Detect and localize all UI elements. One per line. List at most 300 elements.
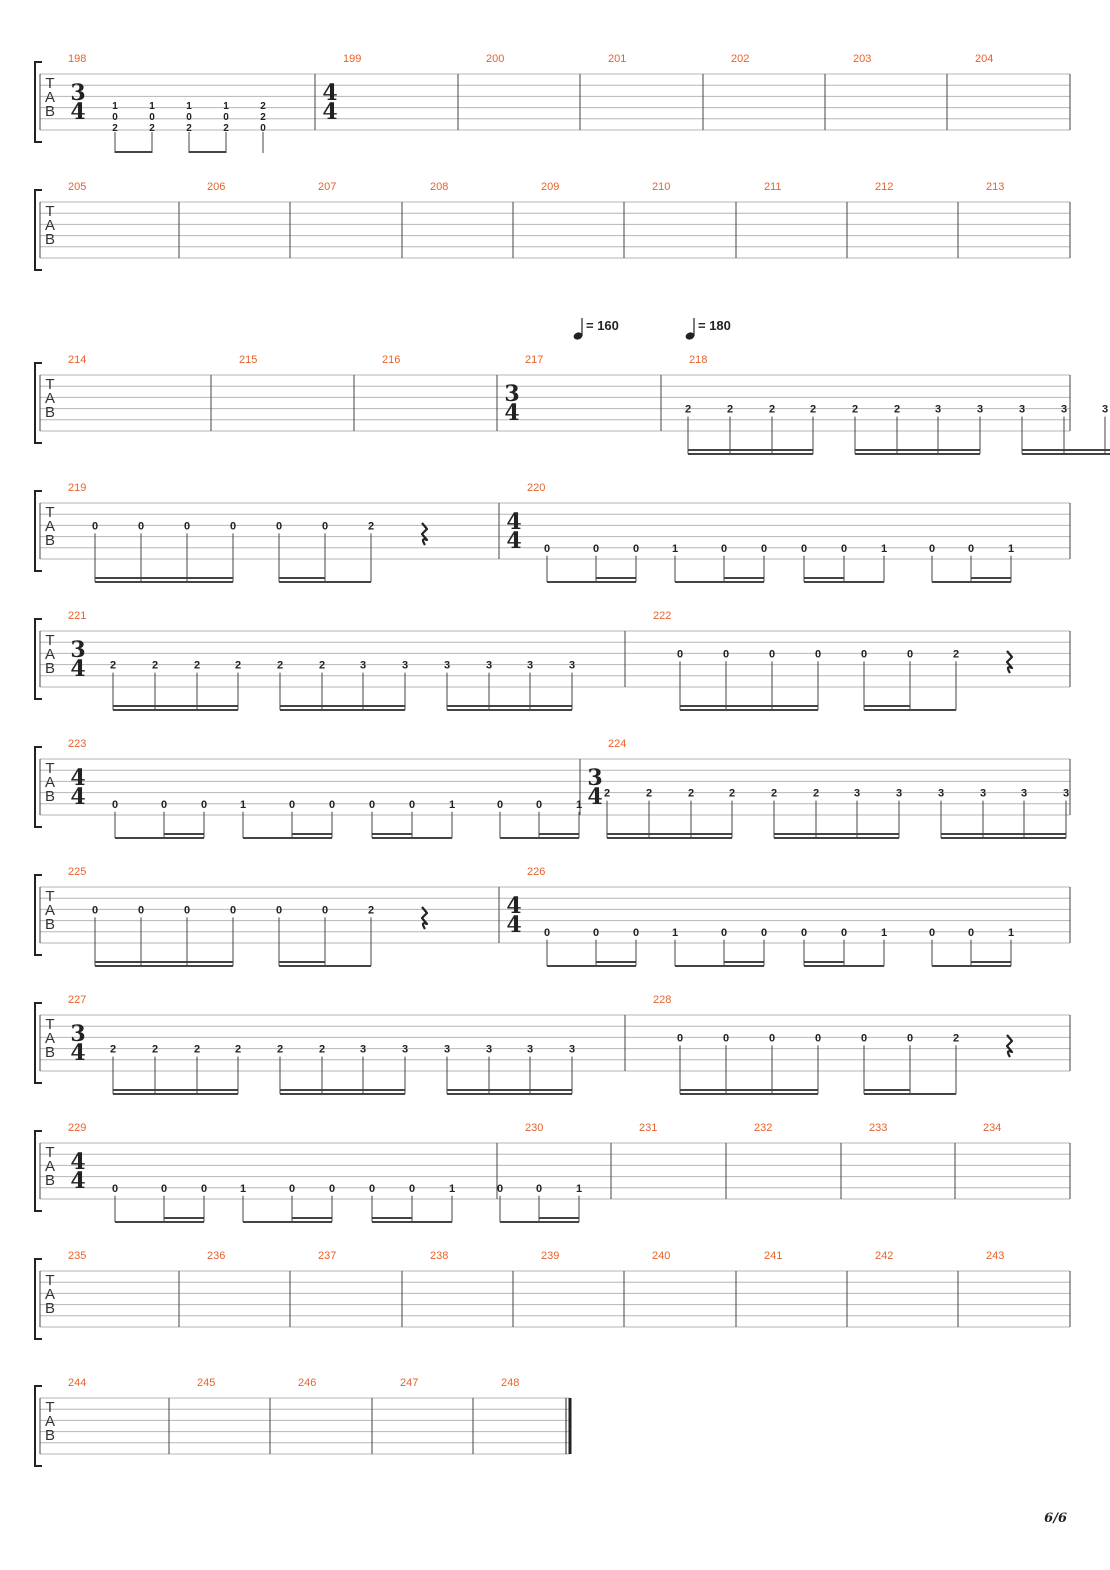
fret-number: 2 — [367, 520, 375, 533]
fret-number: 3 — [1018, 403, 1026, 416]
measure — [318, 181, 336, 193]
measure — [68, 610, 575, 710]
measure — [430, 1250, 448, 1262]
measure-number: 232 — [754, 1122, 773, 1134]
fret-number: 0 — [840, 542, 848, 555]
fret-number: 0 — [260, 123, 266, 134]
tempo-marking: = 160 — [586, 318, 619, 333]
fret-number: 0 — [720, 926, 728, 939]
measure-number: 214 — [68, 354, 87, 366]
fret-number: 0 — [368, 1182, 376, 1195]
tab-clef-letter: T — [45, 1144, 55, 1161]
fret-number: 0 — [408, 1182, 416, 1195]
fret-number: 0 — [496, 1182, 504, 1195]
system — [35, 1122, 1070, 1222]
fret-number: 1 — [880, 542, 888, 555]
fret-number: 0 — [928, 926, 936, 939]
tab-clef-letter: B — [44, 103, 56, 120]
measure-number: 220 — [527, 482, 546, 494]
tab-clef-letter: B — [44, 1172, 56, 1189]
fret-number: 2 — [367, 904, 375, 917]
measure — [239, 354, 257, 366]
time-signature-top: 3 — [504, 381, 520, 407]
measure — [68, 738, 582, 838]
fret-number: 2 — [151, 659, 159, 672]
fret-number: 0 — [543, 926, 551, 939]
fret-number: 3 — [853, 787, 861, 800]
fret-number: 3 — [359, 1043, 367, 1056]
fret-number: 2 — [223, 123, 229, 134]
fret-number: 0 — [760, 926, 768, 939]
fret-number: 3 — [976, 403, 984, 416]
fret-number: 1 — [223, 101, 229, 112]
fret-number: 2 — [260, 112, 266, 123]
fret-number: 2 — [112, 123, 118, 134]
fret-number: 2 — [234, 1043, 242, 1056]
measure — [754, 1122, 772, 1134]
tab-clef-letter: A — [44, 390, 56, 407]
fret-number: 2 — [726, 403, 734, 416]
system — [35, 1377, 570, 1466]
measure — [653, 994, 1012, 1094]
measure — [68, 1250, 86, 1262]
measure — [430, 181, 448, 193]
fret-number: 2 — [318, 659, 326, 672]
tempo-marking: = 180 — [698, 318, 731, 333]
fret-number: 2 — [276, 659, 284, 672]
fret-number: 2 — [893, 403, 901, 416]
measure — [986, 1250, 1004, 1262]
system — [35, 738, 1070, 838]
fret-number: 2 — [684, 403, 692, 416]
fret-number: 0 — [200, 1182, 208, 1195]
measure-number: 208 — [430, 181, 449, 193]
measure — [653, 610, 1012, 710]
measure-number: 200 — [486, 53, 505, 65]
fret-number: 3 — [526, 1043, 534, 1056]
measure-number: 217 — [525, 354, 544, 366]
fret-number: 0 — [800, 926, 808, 939]
tab-clef-letter: B — [44, 1044, 56, 1061]
fret-number: 0 — [183, 520, 191, 533]
fret-number: 2 — [603, 787, 611, 800]
fret-number: 0 — [91, 520, 99, 533]
measure-number: 201 — [608, 53, 627, 65]
fret-number: 0 — [760, 542, 768, 555]
quarter-rest-icon — [1007, 651, 1012, 673]
fret-number: 1 — [671, 926, 679, 939]
fret-number: 0 — [229, 520, 237, 533]
fret-number: 3 — [526, 659, 534, 672]
tab-clef-letter: B — [44, 916, 56, 933]
fret-number: 2 — [149, 123, 155, 134]
measure-number: 246 — [298, 1377, 317, 1389]
measure-number: 236 — [207, 1250, 226, 1262]
fret-number: 2 — [851, 403, 859, 416]
fret-number: 2 — [234, 659, 242, 672]
fret-number: 3 — [979, 787, 987, 800]
measure — [197, 1377, 215, 1389]
fret-number: 3 — [895, 787, 903, 800]
measure-number: 244 — [68, 1377, 87, 1389]
fret-number: 0 — [814, 1032, 822, 1045]
tab-clef-letter: B — [44, 231, 56, 248]
tab-clef-letter: T — [45, 203, 55, 220]
measure-number: 235 — [68, 1250, 87, 1262]
measure-number: 221 — [68, 610, 87, 622]
measure-number: 199 — [343, 53, 362, 65]
fret-number: 3 — [568, 1043, 576, 1056]
system — [35, 318, 1110, 454]
measure-number: 213 — [986, 181, 1005, 193]
fret-number: 2 — [276, 1043, 284, 1056]
time-signature-top: 3 — [70, 80, 86, 106]
tab-clef-letter: A — [44, 774, 56, 791]
fret-number: 0 — [275, 904, 283, 917]
fret-number: 3 — [485, 659, 493, 672]
measure — [541, 181, 559, 193]
measure-number: 230 — [525, 1122, 544, 1134]
measure — [685, 354, 1110, 454]
tab-clef-letter: A — [44, 1413, 56, 1430]
time-signature-top: 4 — [70, 1149, 86, 1175]
fret-number: 2 — [193, 1043, 201, 1056]
system — [35, 181, 1070, 270]
fret-number: 0 — [676, 1032, 684, 1045]
measure — [652, 181, 670, 193]
fret-number: 0 — [928, 542, 936, 555]
measure — [382, 354, 400, 366]
measure-number: 216 — [382, 354, 401, 366]
fret-number: 0 — [275, 520, 283, 533]
fret-number: 0 — [328, 798, 336, 811]
fret-number: 2 — [728, 787, 736, 800]
measure-number: 204 — [975, 53, 994, 65]
fret-number: 1 — [575, 798, 583, 811]
tab-clef-letter: T — [45, 888, 55, 905]
measure-number: 231 — [639, 1122, 658, 1134]
measure — [608, 53, 626, 65]
system — [35, 53, 1070, 153]
tab-clef-letter: A — [44, 1158, 56, 1175]
tab-clef-letter: B — [44, 532, 56, 549]
measure — [68, 1377, 86, 1389]
measure-number: 238 — [430, 1250, 449, 1262]
fret-number: 2 — [687, 787, 695, 800]
measure-number: 203 — [853, 53, 872, 65]
fret-number: 0 — [632, 542, 640, 555]
fret-number: 0 — [632, 926, 640, 939]
fret-number: 1 — [1007, 542, 1015, 555]
measure-number: 219 — [68, 482, 87, 494]
measure — [400, 1377, 418, 1389]
fret-number: 2 — [809, 403, 817, 416]
system — [35, 1250, 1070, 1339]
time-signature-top: 4 — [506, 893, 522, 919]
measure-number: 241 — [764, 1250, 783, 1262]
measure-number: 218 — [689, 354, 708, 366]
measure — [731, 53, 749, 65]
fret-number: 1 — [239, 1182, 247, 1195]
measure-number: 210 — [652, 181, 671, 193]
measure-number: 211 — [764, 181, 782, 193]
time-signature-bottom: 4 — [504, 400, 520, 426]
measure — [506, 866, 1014, 966]
fret-number: 0 — [368, 798, 376, 811]
measure-number: 207 — [318, 181, 337, 193]
fret-number: 2 — [768, 403, 776, 416]
fret-number: 0 — [535, 798, 543, 811]
measure — [869, 1122, 887, 1134]
tab-clef-letter: A — [44, 217, 56, 234]
fret-number: 3 — [1020, 787, 1028, 800]
fret-number: 0 — [288, 1182, 296, 1195]
fret-number: 1 — [149, 101, 155, 112]
time-signature-bottom: 4 — [70, 784, 86, 810]
fret-number: 0 — [722, 648, 730, 661]
tab-clef-letter: A — [44, 518, 56, 535]
measure — [541, 1250, 559, 1262]
tab-clef-letter: A — [44, 89, 56, 106]
measure — [525, 1122, 543, 1134]
fret-number: 0 — [814, 648, 822, 661]
fret-number: 0 — [722, 1032, 730, 1045]
measure-number: 224 — [608, 738, 627, 750]
fret-number: 0 — [906, 1032, 914, 1045]
fret-number: 0 — [535, 1182, 543, 1195]
tab-clef-letter: T — [45, 1016, 55, 1033]
tab-clef-letter: T — [45, 75, 55, 92]
measure-number: 247 — [400, 1377, 419, 1389]
tab-clef-letter: B — [44, 1427, 56, 1444]
measure-number: 226 — [527, 866, 546, 878]
fret-number: 0 — [137, 520, 145, 533]
fret-number: 1 — [880, 926, 888, 939]
fret-number: 0 — [186, 112, 192, 123]
measure-number: 240 — [652, 1250, 671, 1262]
system — [35, 994, 1070, 1094]
fret-number: 0 — [321, 904, 329, 917]
time-signature-top: 4 — [322, 80, 338, 106]
fret-number: 3 — [443, 659, 451, 672]
measure-number: 212 — [875, 181, 894, 193]
fret-number: 3 — [443, 1043, 451, 1056]
time-signature-bottom: 4 — [506, 528, 522, 554]
measure-number: 248 — [501, 1377, 520, 1389]
tab-clef-letter: A — [44, 1030, 56, 1047]
measure — [68, 866, 427, 966]
measure-number: 222 — [653, 610, 672, 622]
fret-number: 0 — [200, 798, 208, 811]
measure — [764, 1250, 782, 1262]
fret-number: 2 — [770, 787, 778, 800]
tab-clef-letter: B — [44, 660, 56, 677]
tab-clef-letter: T — [45, 760, 55, 777]
fret-number: 0 — [408, 798, 416, 811]
measure-number: 234 — [983, 1122, 1002, 1134]
fret-number: 3 — [401, 1043, 409, 1056]
fret-number: 3 — [1060, 403, 1068, 416]
time-signature-bottom: 4 — [70, 1168, 86, 1194]
time-signature-top: 4 — [506, 509, 522, 535]
fret-number: 1 — [239, 798, 247, 811]
fret-number: 3 — [401, 659, 409, 672]
fret-number: 0 — [720, 542, 728, 555]
tab-clef-letter: A — [44, 902, 56, 919]
fret-number: 2 — [260, 101, 266, 112]
fret-number: 2 — [952, 648, 960, 661]
fret-number: 2 — [645, 787, 653, 800]
measure — [639, 1122, 657, 1134]
fret-number: 1 — [575, 1182, 583, 1195]
measure-number: 225 — [68, 866, 87, 878]
measure — [975, 53, 993, 65]
fret-number: 2 — [952, 1032, 960, 1045]
measure — [587, 738, 1069, 838]
measure — [298, 1377, 316, 1389]
measure — [983, 1122, 1001, 1134]
measure-number: 209 — [541, 181, 560, 193]
page-number: 6/6 — [1044, 1511, 1067, 1526]
fret-number: 0 — [223, 112, 229, 123]
measure-number: 229 — [68, 1122, 87, 1134]
fret-number: 0 — [592, 542, 600, 555]
measure-number: 243 — [986, 1250, 1005, 1262]
fret-number: 1 — [671, 542, 679, 555]
tab-clef-letter: T — [45, 376, 55, 393]
measure — [986, 181, 1004, 193]
fret-number: 3 — [1101, 403, 1109, 416]
system — [35, 610, 1070, 710]
time-signature-bottom: 4 — [587, 784, 603, 810]
measure — [764, 181, 782, 193]
fret-number: 0 — [592, 926, 600, 939]
time-signature-bottom: 4 — [322, 99, 338, 125]
fret-number: 0 — [768, 648, 776, 661]
fret-number: 1 — [1007, 926, 1015, 939]
tab-clef-letter: B — [44, 404, 56, 421]
tab-clef-letter: A — [44, 1286, 56, 1303]
fret-number: 2 — [812, 787, 820, 800]
fret-number: 0 — [111, 1182, 119, 1195]
tab-clef-letter: T — [45, 504, 55, 521]
measure-number: 242 — [875, 1250, 894, 1262]
fret-number: 2 — [151, 1043, 159, 1056]
fret-number: 0 — [149, 112, 155, 123]
system — [35, 482, 1070, 582]
fret-number: 0 — [860, 1032, 868, 1045]
fret-number: 0 — [768, 1032, 776, 1045]
measure-number: 223 — [68, 738, 87, 750]
measure — [68, 53, 266, 153]
fret-number: 0 — [860, 648, 868, 661]
measure-number: 206 — [207, 181, 226, 193]
tab-clef-letter: A — [44, 646, 56, 663]
fret-number: 0 — [112, 112, 118, 123]
measure-number: 227 — [68, 994, 87, 1006]
measure — [68, 181, 86, 193]
measure — [207, 1250, 225, 1262]
time-signature-bottom: 4 — [70, 656, 86, 682]
measure-number: 237 — [318, 1250, 337, 1262]
measure-number: 205 — [68, 181, 87, 193]
quarter-rest-icon — [1007, 1035, 1012, 1057]
measure — [207, 181, 225, 193]
fret-number: 2 — [109, 659, 117, 672]
time-signature-top: 3 — [70, 637, 86, 663]
fret-number: 0 — [967, 542, 975, 555]
time-signature-top: 3 — [587, 765, 603, 791]
measure — [318, 1250, 336, 1262]
measure-number: 245 — [197, 1377, 216, 1389]
measure — [504, 354, 543, 426]
fret-number: 0 — [676, 648, 684, 661]
time-signature-top: 3 — [70, 1021, 86, 1047]
fret-number: 0 — [496, 798, 504, 811]
time-signature-bottom: 4 — [506, 912, 522, 938]
fret-number: 0 — [160, 1182, 168, 1195]
measure-number: 228 — [653, 994, 672, 1006]
tab-clef-letter: B — [44, 788, 56, 805]
measure-number: 239 — [541, 1250, 560, 1262]
fret-number: 0 — [321, 520, 329, 533]
time-signature-bottom: 4 — [70, 1040, 86, 1066]
fret-number: 2 — [186, 123, 192, 134]
time-signature-top: 4 — [70, 765, 86, 791]
fret-number: 0 — [800, 542, 808, 555]
fret-number: 0 — [160, 798, 168, 811]
fret-number: 0 — [229, 904, 237, 917]
measure — [68, 994, 575, 1094]
fret-number: 1 — [186, 101, 192, 112]
measure — [853, 53, 871, 65]
fret-number: 0 — [288, 798, 296, 811]
system — [35, 866, 1070, 966]
quarter-rest-icon — [422, 523, 427, 545]
fret-number: 3 — [937, 787, 945, 800]
fret-number: 0 — [967, 926, 975, 939]
fret-number: 1 — [448, 798, 456, 811]
quarter-rest-icon — [422, 907, 427, 929]
tab-clef-letter: T — [45, 1399, 55, 1416]
tab-clef-letter: T — [45, 632, 55, 649]
fret-number: 0 — [183, 904, 191, 917]
fret-number: 0 — [111, 798, 119, 811]
measure — [875, 181, 893, 193]
fret-number: 3 — [934, 403, 942, 416]
fret-number: 3 — [1062, 787, 1070, 800]
measure-number: 202 — [731, 53, 750, 65]
fret-number: 2 — [193, 659, 201, 672]
fret-number: 0 — [543, 542, 551, 555]
measure — [68, 1122, 582, 1222]
fret-number: 0 — [840, 926, 848, 939]
fret-number: 2 — [318, 1043, 326, 1056]
time-signature-bottom: 4 — [70, 99, 86, 125]
measure-number: 198 — [68, 53, 87, 65]
measure — [486, 53, 504, 65]
measure — [68, 354, 86, 366]
fret-number: 0 — [137, 904, 145, 917]
fret-number: 0 — [91, 904, 99, 917]
fret-number: 1 — [112, 101, 118, 112]
measure-number: 233 — [869, 1122, 888, 1134]
fret-number: 3 — [485, 1043, 493, 1056]
fret-number: 0 — [328, 1182, 336, 1195]
fret-number: 3 — [568, 659, 576, 672]
measure — [875, 1250, 893, 1262]
measure — [322, 53, 361, 125]
